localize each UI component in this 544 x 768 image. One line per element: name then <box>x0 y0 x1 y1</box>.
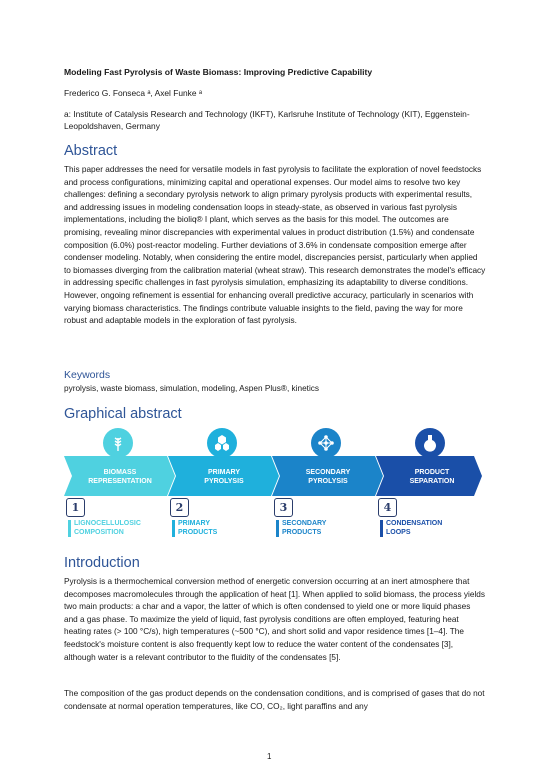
paper-title: Modeling Fast Pyrolysis of Waste Biomass: Improving Predictive Capability <box>64 67 373 77</box>
keywords-heading: Keywords <box>64 369 111 381</box>
graphical-abstract <box>64 426 484 546</box>
wheat-icon <box>103 428 133 458</box>
step-1-label <box>72 468 168 486</box>
step-1-sub-line2: COMPOSITION <box>74 529 124 536</box>
page-number: 1 <box>267 752 272 761</box>
abstract-text: This paper addresses the need for versatile models in fast pyrolysis to facilitate the exploration of novel feedstocks and process configurations, minimizing capital and operational expenses. Our model aims to resolve two key challenges: defining a secondary pyrolysis network to align primary pyrolysis products with experimental results, and addressing issues in modeling condensation loops in steady-state, as observed in various fast pyrolysis implementations, including the bioliq® I plant, which serves as the basis for this model. The outcomes are promising, revealing minor discrepancies with experimental values in product distribution (1.5%) and condensate composition (6.0%) post-reactor modeling. Further deviations of 3.6% in condensate composition emerge after condenser modeling. Notably, when considering the entire model, discrepancies persist, particularly when applied to biomasses diverging from the calibration material (wheat straw). This research demonstrates the model's efficacy in addressing specific challenges in fast pyrolysis simulation, emphasizing its adaptability to diverse conditions. However, ongoing refinement is essential for enhancing overall predictive accuracy, particularly in scenarios with varying biomass characteristics. The findings contribute valuable insights to the field, paving the way for more robust and adaptable models in the exploration of fast pyrolysis. <box>64 165 486 326</box>
author-list: Frederico G. Fonseca ᵃ, Axel Funke ᵃ <box>64 88 202 98</box>
step-2-number: 2 <box>170 498 189 517</box>
intro-paragraph-1: Pyrolysis is a thermochemical conversion method of energetic conversion occurring at an inert atmosphere that decomposes macromolecules through the application of heat [1]. When applied to solid biomass, the process yields two main products: a char and a vapor, the latter of which is often condensed to yield one or more liquid phases and a gas phase. To maximize the yield of liquid, fast pyrolysis conditions are often employed, featuring heat heating rates (> 100 °C/s), high temperatures (~500 °C), and short solid and vapor residence times [1–4]. The feedstock's moisture content is also frequently kept low to reduce the water content of the condensates [3], although water is a relevant contributor to the fluidity of the condensates [5]. <box>64 577 485 662</box>
step-2-label-line2: PYROLYSIS <box>204 478 244 485</box>
step-2-label-line1: PRIMARY <box>207 469 241 476</box>
graphical-abstract-heading: Graphical abstract <box>64 406 182 422</box>
step-3-subtitle <box>282 519 326 537</box>
abstract-heading: Abstract <box>64 143 118 159</box>
step-2-label <box>176 468 272 486</box>
step-3-label <box>280 468 376 486</box>
step-3-label-line1: SECONDARY <box>305 469 351 476</box>
step-4-label <box>384 468 480 486</box>
introduction-heading: Introduction <box>64 555 140 571</box>
step-4-label-line2: SEPARATION <box>409 478 455 485</box>
introduction-body <box>64 576 486 664</box>
step-3-sub-line1: SECONDARY <box>282 520 327 527</box>
step-1-number: 1 <box>66 498 85 517</box>
step-4-sub-line1: CONDENSATION <box>386 520 443 527</box>
step-1-sub-line1: LIGNOCELLULOSIC <box>74 520 141 527</box>
abstract-body <box>64 164 486 328</box>
introduction-body-2 <box>64 688 486 713</box>
step-2-sub-line2: PRODUCTS <box>178 529 218 536</box>
step-1-label-line1: BIOMASS <box>103 469 137 476</box>
affiliation: a: Institute of Catalysis Research and Technology (IKFT), Karlsruhe Institute of Technology (KIT), Eggenstein-Leopoldshaven, Germany <box>64 109 470 131</box>
step-4-number: 4 <box>378 498 397 517</box>
step-4-subtitle <box>386 519 442 537</box>
step-2-sub-line1: PRIMARY <box>178 520 211 527</box>
step-3-sub-line2: PRODUCTS <box>282 529 322 536</box>
molecule-network-icon <box>311 428 341 458</box>
step-4-label-line1: PRODUCT <box>414 469 450 476</box>
step-3-label-line2: PYROLYSIS <box>308 478 348 485</box>
step-1-subtitle <box>74 519 141 537</box>
step-3-number: 3 <box>274 498 293 517</box>
keywords-text: pyrolysis, waste biomass, simulation, modeling, Aspen Plus®, kinetics <box>64 384 320 393</box>
intro-paragraph-2: The composition of the gas product depends on the condensation conditions, and is comprised of gases that do not condensate at normal operation temperatures, like CO, CO₂, light paraffins and any <box>64 689 485 711</box>
step-1-label-line2: REPRESENTATION <box>88 478 152 485</box>
step-2-subtitle <box>178 519 217 537</box>
hexagon-molecules-icon <box>207 428 237 458</box>
flask-icon <box>415 428 445 458</box>
step-4-sub-line2: LOOPS <box>386 529 411 536</box>
